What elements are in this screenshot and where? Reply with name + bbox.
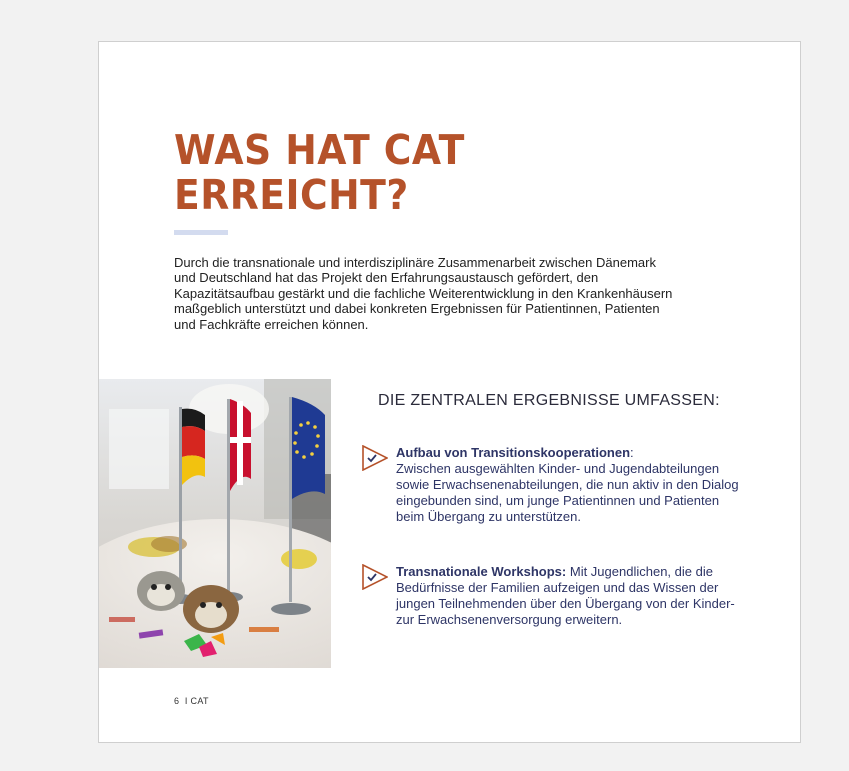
page-footer [174, 696, 209, 706]
result-punct-1: : [630, 445, 634, 460]
results-heading: DIE ZENTRALEN ERGEBNISSE UMFASSEN: [378, 392, 720, 409]
title-underline [174, 230, 228, 235]
page-title [174, 128, 465, 218]
result-text-1 [396, 445, 742, 525]
document-page [98, 41, 801, 743]
footer-separator: I [184, 696, 188, 706]
result-body-1: Zwischen ausgewählten Kinder- und Jugendabteilungen sowie Erwachsenenabteilungen, die nun aktiv in den Dialog eingebunden sind, um junge Patientinnen und Patienten beim Übergang zu unterstützen. [396, 461, 739, 524]
result-label-2: Transnationale Workshops: [396, 564, 567, 579]
play-check-icon [362, 564, 388, 590]
page-title-line1: WAS HAT CAT [174, 126, 465, 174]
result-item-1 [362, 445, 742, 525]
page-number: 6 [174, 696, 180, 706]
result-body-2: Mit Jugendlichen, die die Bedürfnisse der Familien aufzeigen und das Wissen der jungen Teilnehmenden über den Übergang von der Kinder- zur Erwachsenenversorgung erweitern. [396, 564, 735, 627]
result-label-1: Aufbau von Transitionskooperationen [396, 445, 631, 460]
play-check-icon [362, 445, 388, 471]
footer-brand: CAT [190, 696, 209, 706]
page-title-line2: ERREICHT? [174, 171, 409, 219]
result-item-2 [362, 564, 742, 628]
result-text-2 [396, 564, 742, 628]
flags-photo [99, 379, 331, 668]
intro-paragraph: Durch die transnationale und interdisziplinäre Zusammenarbeit zwischen Dänemark und Deutschland hat das Projekt den Erfahrungsaustausch gefördert, den Kapazitätsaufbau gestärkt und die fachliche Weiterentwicklung in den Krankenhäusern maßgeblich unterstützt und dabei konkreten Ergebnissen für Patientinnen, Patienten und Fachkräfte erreichen können. [174, 255, 673, 332]
